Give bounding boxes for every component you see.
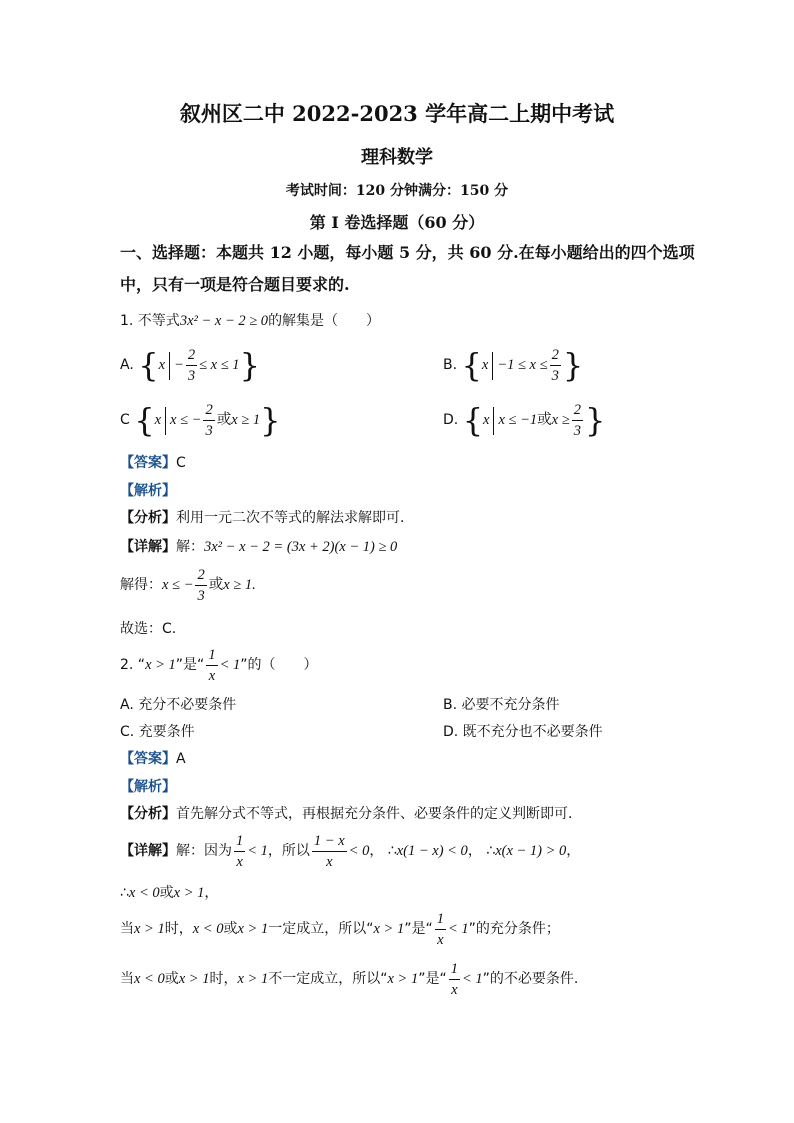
q2-xiangjie-prefix: 解：因为 (176, 842, 232, 859)
q1-guxuan: 故选：C. (120, 621, 177, 637)
q2-option-d[interactable]: D. 既不充分也不必要条件 (443, 724, 603, 740)
q2-analysis-tag: 【解析】 (120, 779, 176, 795)
q1-analysis (120, 480, 176, 500)
q2-fenxi-tag: 【分析】 (120, 806, 176, 822)
question-1 (120, 310, 380, 330)
question-1-suffix: 的解集是（ ） (268, 313, 381, 329)
q2-fenxi (120, 803, 572, 823)
q2-answer-value: A (176, 751, 186, 767)
question-2-mid: ”是“ (175, 656, 205, 673)
q1-answer-tag: 【答案】 (120, 455, 176, 471)
question-2-suffix: ”的（ ） (240, 656, 318, 673)
q2-option-a[interactable]: A. 充分不必要条件 (120, 697, 237, 713)
q2-answer (120, 748, 186, 768)
q1-xiangjie-math: 3x² − x − 2 = (3x + 2)(x − 1) ≥ 0 (204, 539, 398, 555)
question-1-prefix: 1. 不等式 (120, 313, 180, 329)
exam-info: 考试时间：120 分钟满分：150 分 (285, 183, 509, 199)
q1-xiangjie-tag: 【详解】 (120, 539, 176, 555)
q1-analysis-tag: 【解析】 (120, 483, 176, 499)
option-c-label: C (120, 412, 130, 428)
q2-xiangjie: 【详解】解：因为 $\frac{1}{x}$ < 1，所以 $\frac{1 - x}{x}$ < 0， ∴x(1 − x) < 0， ∴x(x − 1) > 0， (120, 833, 581, 870)
q1-jiede (120, 568, 256, 603)
exam-subtitle: 理科数学 (361, 147, 433, 168)
option-b-label: B. (443, 357, 458, 373)
option-a-label: A. (120, 357, 134, 373)
option-d-set: {x x ≤ −1或x ≥ $\frac{2}{3}$ } (462, 401, 606, 440)
q2-unnecessary-line: 当x < 0或x > 1时，x > 1不一定成立，所以“x > 1”是“ $\frac{1}{x}$ < 1”的不必要条件. (120, 961, 579, 998)
option-a[interactable] (120, 345, 260, 385)
question-2: 2. “x > 1”是“ $\frac{1}{x}$ < 1”的（ ） (120, 647, 318, 684)
option-c-set: {x x ≤ − $\frac{2}{3}$ 或x ≥ 1} (134, 401, 281, 440)
q1-answer-value: C (176, 455, 186, 471)
q1-fenxi-text: 利用一元二次不等式的解法求解即可. (176, 510, 405, 526)
therefore-symbol: ∴ (387, 842, 397, 859)
question-2-prefix: 2. “ (120, 656, 146, 673)
q2-option-c[interactable]: C. 充要条件 (120, 724, 195, 740)
q2-sufficient-line: 当x > 1时，x < 0或x > 1一定成立，所以“x > 1”是“ $\frac{1}{x}$ < 1”的充分条件； (120, 911, 560, 948)
q2-xiangjie-tag: 【详解】 (120, 842, 176, 859)
q2-analysis (120, 776, 176, 796)
option-b[interactable] (443, 345, 583, 385)
q1-answer (120, 452, 186, 472)
q2-fenxi-text: 首先解分式不等式，再根据充分条件、必要条件的定义判断即可. (176, 806, 573, 822)
option-d-label: D. (443, 412, 459, 428)
option-c[interactable] (120, 400, 280, 440)
q1-jiede-prefix: 解得： (120, 576, 162, 593)
q1-fenxi (120, 507, 404, 527)
q2-answer-tag: 【答案】 (120, 751, 176, 767)
option-d[interactable] (443, 400, 605, 440)
section-title: 第 I 卷选择题（60 分） (309, 213, 485, 232)
q1-jiede-math: x ≤ − $\frac{2}{3}$ 或x ≥ 1. (162, 567, 256, 604)
exam-title: 叙州区二中 2022-2023 学年高二上期中考试 (179, 101, 615, 126)
option-b-set: {x −1 ≤ x ≤ $\frac{2}{3}$ } (461, 346, 584, 385)
q2-option-b[interactable]: B. 必要不充分条件 (443, 697, 560, 713)
question-1-inequality: 3x² − x − 2 ≥ 0 (179, 313, 269, 329)
q2-result: ∴x < 0或x > 1， (120, 885, 219, 901)
instructions-line-2: 中，只有一项是符合题目要求的. (120, 275, 350, 294)
q1-xiangjie (120, 536, 397, 556)
q1-fenxi-tag: 【分析】 (120, 510, 176, 526)
option-a-set: {x − $\frac{2}{3}$ ≤ x ≤ 1} (138, 346, 260, 385)
instructions-line-1: 一、选择题：本题共 12 小题，每小题 5 分，共 60 分.在每小题给出的四个选项 (120, 243, 695, 262)
q1-xiangjie-prefix: 解： (176, 539, 204, 555)
